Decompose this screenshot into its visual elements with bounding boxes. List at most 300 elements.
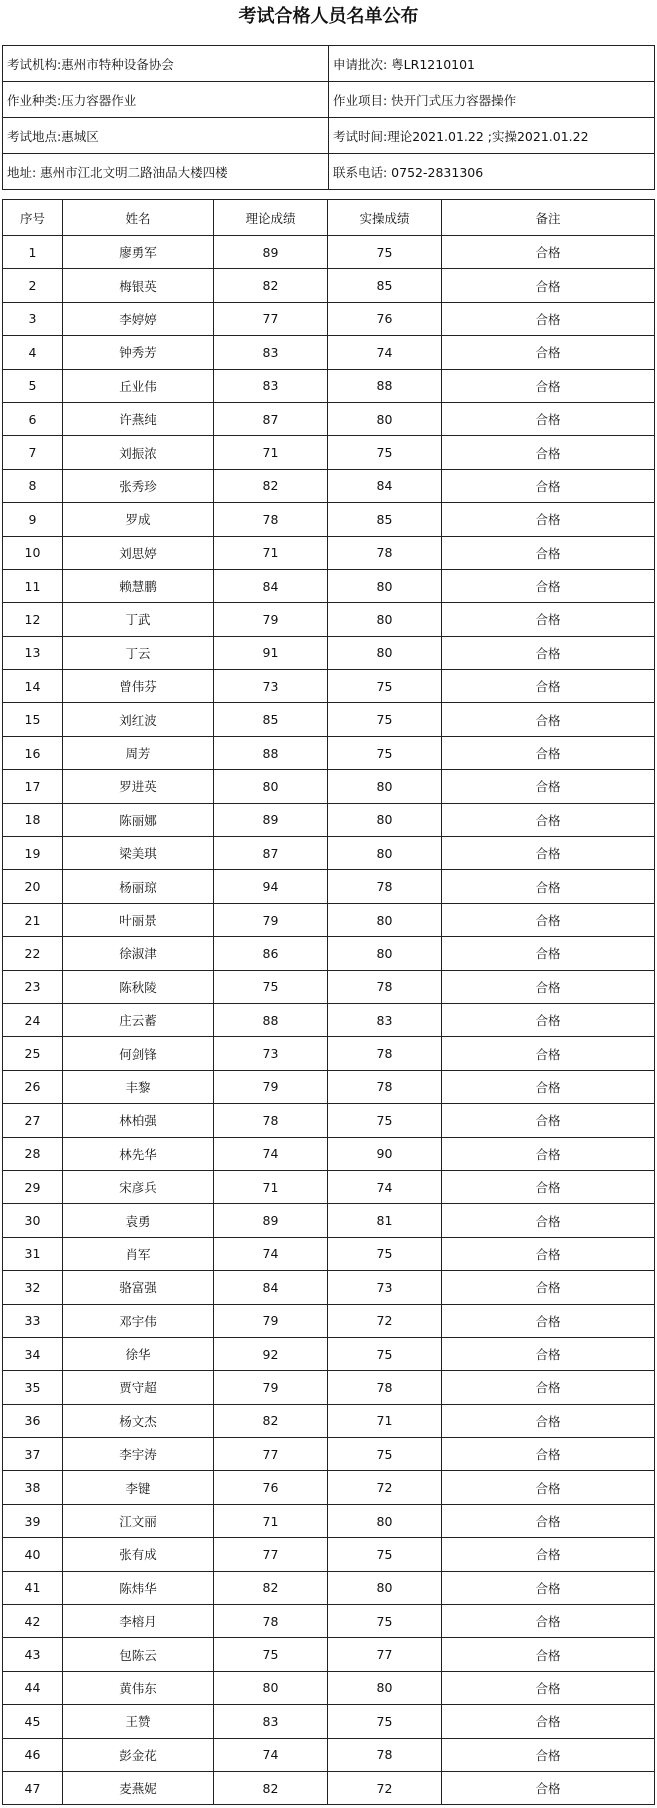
cell-theory-score: 74 [214, 1137, 328, 1170]
cell-remark: 合格 [442, 1504, 655, 1537]
table-row [3, 336, 655, 369]
cell-theory-score: 92 [214, 1337, 328, 1370]
cell-index: 6 [3, 402, 63, 435]
cell-theory-score: 87 [214, 402, 328, 435]
table-row [3, 1137, 655, 1170]
table-row [3, 1705, 655, 1738]
cell-practical-score: 80 [328, 803, 442, 836]
cell-practical-score: 75 [328, 436, 442, 469]
cell-name: 袁勇 [63, 1204, 214, 1237]
cell-theory-score: 74 [214, 1738, 328, 1771]
cell-name: 丰黎 [63, 1070, 214, 1103]
cell-name: 麦燕妮 [63, 1771, 214, 1804]
cell-name: 叶丽景 [63, 903, 214, 936]
table-row [3, 302, 655, 335]
cell-index: 23 [3, 970, 63, 1003]
cell-theory-score: 82 [214, 1404, 328, 1437]
table-row [3, 1070, 655, 1103]
cell-name: 张有成 [63, 1538, 214, 1571]
cell-remark: 合格 [442, 269, 655, 302]
cell-theory-score: 88 [214, 1003, 328, 1036]
cell-practical-score: 78 [328, 1070, 442, 1103]
cell-remark: 合格 [442, 1271, 655, 1304]
cell-remark: 合格 [442, 469, 655, 502]
cell-name: 包陈云 [63, 1638, 214, 1671]
cell-index: 47 [3, 1771, 63, 1804]
exam-org: 考试机构:惠州市特种设备协会 [3, 46, 329, 82]
cell-remark: 合格 [442, 1771, 655, 1804]
cell-practical-score: 80 [328, 1671, 442, 1704]
cell-remark: 合格 [442, 736, 655, 769]
table-row [3, 803, 655, 836]
cell-name: 黄伟东 [63, 1671, 214, 1704]
cell-index: 30 [3, 1204, 63, 1237]
cell-name: 杨丽琼 [63, 870, 214, 903]
column-header-name: 姓名 [63, 200, 214, 236]
cell-theory-score: 79 [214, 603, 328, 636]
cell-practical-score: 85 [328, 269, 442, 302]
cell-theory-score: 89 [214, 236, 328, 269]
cell-name: 曾伟芬 [63, 670, 214, 703]
table-row [3, 636, 655, 669]
info-table [2, 45, 655, 190]
table-row [3, 1304, 655, 1337]
cell-practical-score: 75 [328, 1705, 442, 1738]
cell-index: 32 [3, 1271, 63, 1304]
cell-theory-score: 71 [214, 1170, 328, 1203]
cell-name: 李键 [63, 1471, 214, 1504]
cell-index: 16 [3, 736, 63, 769]
results-table [2, 199, 655, 1805]
cell-remark: 合格 [442, 1003, 655, 1036]
table-row [3, 1371, 655, 1404]
cell-name: 张秀珍 [63, 469, 214, 502]
cell-index: 28 [3, 1137, 63, 1170]
cell-theory-score: 86 [214, 937, 328, 970]
cell-remark: 合格 [442, 1538, 655, 1571]
cell-name: 陈丽娜 [63, 803, 214, 836]
cell-index: 34 [3, 1337, 63, 1370]
table-row [3, 536, 655, 569]
job-type: 作业种类:压力容器作业 [3, 82, 329, 118]
cell-remark: 合格 [442, 1438, 655, 1471]
table-row [3, 1538, 655, 1571]
cell-index: 12 [3, 603, 63, 636]
cell-index: 7 [3, 436, 63, 469]
cell-practical-score: 80 [328, 636, 442, 669]
table-row [3, 1204, 655, 1237]
cell-index: 40 [3, 1538, 63, 1571]
cell-theory-score: 73 [214, 1037, 328, 1070]
table-row [3, 1003, 655, 1036]
cell-index: 18 [3, 803, 63, 836]
cell-practical-score: 71 [328, 1404, 442, 1437]
cell-name: 肖军 [63, 1237, 214, 1270]
cell-practical-score: 80 [328, 1571, 442, 1604]
cell-index: 31 [3, 1237, 63, 1270]
cell-name: 骆富强 [63, 1271, 214, 1304]
cell-name: 陈秋陵 [63, 970, 214, 1003]
cell-remark: 合格 [442, 436, 655, 469]
cell-name: 许燕纯 [63, 402, 214, 435]
cell-name: 李宇涛 [63, 1438, 214, 1471]
cell-theory-score: 74 [214, 1237, 328, 1270]
cell-remark: 合格 [442, 1605, 655, 1638]
cell-theory-score: 79 [214, 1371, 328, 1404]
cell-practical-score: 74 [328, 1170, 442, 1203]
cell-practical-score: 78 [328, 1037, 442, 1070]
cell-name: 丁武 [63, 603, 214, 636]
cell-index: 45 [3, 1705, 63, 1738]
cell-theory-score: 77 [214, 1538, 328, 1571]
cell-name: 彭金花 [63, 1738, 214, 1771]
cell-practical-score: 90 [328, 1137, 442, 1170]
table-header-row [3, 200, 655, 236]
cell-theory-score: 76 [214, 1471, 328, 1504]
cell-remark: 合格 [442, 1104, 655, 1137]
table-row [3, 1170, 655, 1203]
cell-name: 何剑锋 [63, 1037, 214, 1070]
cell-name: 丘业伟 [63, 369, 214, 402]
cell-name: 梅银英 [63, 269, 214, 302]
cell-index: 24 [3, 1003, 63, 1036]
cell-index: 13 [3, 636, 63, 669]
contact-phone: 联系电话: 0752-2831306 [329, 154, 655, 190]
info-row [3, 82, 655, 118]
cell-practical-score: 72 [328, 1771, 442, 1804]
table-row [3, 603, 655, 636]
cell-practical-score: 75 [328, 1237, 442, 1270]
cell-theory-score: 84 [214, 569, 328, 602]
cell-theory-score: 83 [214, 369, 328, 402]
job-item: 作业项目: 快开门式压力容器操作 [329, 82, 655, 118]
cell-name: 钟秀芳 [63, 336, 214, 369]
table-row [3, 1671, 655, 1704]
column-header-remark: 备注 [442, 200, 655, 236]
cell-theory-score: 83 [214, 1705, 328, 1738]
cell-practical-score: 75 [328, 670, 442, 703]
cell-index: 14 [3, 670, 63, 703]
table-row [3, 236, 655, 269]
cell-remark: 合格 [442, 1571, 655, 1604]
cell-name: 徐淑津 [63, 937, 214, 970]
cell-remark: 合格 [442, 1170, 655, 1203]
cell-theory-score: 84 [214, 1271, 328, 1304]
cell-remark: 合格 [442, 1471, 655, 1504]
cell-practical-score: 78 [328, 1371, 442, 1404]
cell-theory-score: 82 [214, 1771, 328, 1804]
table-row [3, 269, 655, 302]
cell-theory-score: 71 [214, 1504, 328, 1537]
cell-practical-score: 72 [328, 1471, 442, 1504]
cell-name: 刘思婷 [63, 536, 214, 569]
cell-index: 25 [3, 1037, 63, 1070]
cell-remark: 合格 [442, 1404, 655, 1437]
cell-name: 廖勇军 [63, 236, 214, 269]
table-row [3, 703, 655, 736]
cell-theory-score: 78 [214, 1605, 328, 1638]
info-row [3, 154, 655, 190]
table-row [3, 436, 655, 469]
cell-practical-score: 75 [328, 1104, 442, 1137]
cell-theory-score: 82 [214, 469, 328, 502]
cell-practical-score: 84 [328, 469, 442, 502]
cell-index: 22 [3, 937, 63, 970]
cell-remark: 合格 [442, 870, 655, 903]
cell-remark: 合格 [442, 1070, 655, 1103]
cell-practical-score: 78 [328, 1738, 442, 1771]
cell-name: 庄云蓄 [63, 1003, 214, 1036]
cell-index: 46 [3, 1738, 63, 1771]
cell-practical-score: 80 [328, 603, 442, 636]
cell-remark: 合格 [442, 1204, 655, 1237]
cell-index: 39 [3, 1504, 63, 1537]
cell-index: 9 [3, 503, 63, 536]
table-row [3, 736, 655, 769]
cell-index: 20 [3, 870, 63, 903]
cell-index: 43 [3, 1638, 63, 1671]
cell-practical-score: 78 [328, 870, 442, 903]
cell-theory-score: 77 [214, 302, 328, 335]
cell-theory-score: 94 [214, 870, 328, 903]
cell-theory-score: 71 [214, 536, 328, 569]
cell-theory-score: 88 [214, 736, 328, 769]
cell-theory-score: 82 [214, 269, 328, 302]
cell-practical-score: 80 [328, 569, 442, 602]
cell-practical-score: 78 [328, 536, 442, 569]
cell-index: 17 [3, 770, 63, 803]
cell-practical-score: 80 [328, 937, 442, 970]
cell-remark: 合格 [442, 937, 655, 970]
cell-theory-score: 79 [214, 1304, 328, 1337]
address: 地址: 惠州市江北文明二路油品大楼四楼 [3, 154, 329, 190]
cell-practical-score: 72 [328, 1304, 442, 1337]
cell-name: 刘振浓 [63, 436, 214, 469]
cell-theory-score: 78 [214, 1104, 328, 1137]
table-row [3, 903, 655, 936]
table-row [3, 937, 655, 970]
table-row [3, 469, 655, 502]
cell-name: 丁云 [63, 636, 214, 669]
cell-name: 杨文杰 [63, 1404, 214, 1437]
cell-name: 李榕月 [63, 1605, 214, 1638]
cell-theory-score: 73 [214, 670, 328, 703]
cell-name: 江文丽 [63, 1504, 214, 1537]
cell-practical-score: 77 [328, 1638, 442, 1671]
cell-index: 19 [3, 837, 63, 870]
cell-remark: 合格 [442, 569, 655, 602]
info-row [3, 118, 655, 154]
cell-remark: 合格 [442, 1705, 655, 1738]
cell-practical-score: 88 [328, 369, 442, 402]
cell-practical-score: 75 [328, 1605, 442, 1638]
table-row [3, 770, 655, 803]
table-row [3, 1771, 655, 1804]
cell-theory-score: 89 [214, 803, 328, 836]
cell-practical-score: 75 [328, 1438, 442, 1471]
cell-index: 37 [3, 1438, 63, 1471]
cell-remark: 合格 [442, 903, 655, 936]
cell-theory-score: 85 [214, 703, 328, 736]
cell-remark: 合格 [442, 302, 655, 335]
cell-name: 林先华 [63, 1137, 214, 1170]
cell-practical-score: 75 [328, 1337, 442, 1370]
cell-index: 1 [3, 236, 63, 269]
table-row [3, 1337, 655, 1370]
cell-theory-score: 82 [214, 1571, 328, 1604]
cell-remark: 合格 [442, 603, 655, 636]
cell-name: 陈炜华 [63, 1571, 214, 1604]
column-header-index: 序号 [3, 200, 63, 236]
cell-practical-score: 80 [328, 903, 442, 936]
cell-practical-score: 80 [328, 1504, 442, 1537]
table-row [3, 369, 655, 402]
cell-remark: 合格 [442, 636, 655, 669]
cell-name: 贾守超 [63, 1371, 214, 1404]
cell-remark: 合格 [442, 703, 655, 736]
cell-practical-score: 81 [328, 1204, 442, 1237]
cell-remark: 合格 [442, 1337, 655, 1370]
table-row [3, 1037, 655, 1070]
exam-time: 考试时间:理论2021.01.22 ;实操2021.01.22 [329, 118, 655, 154]
cell-practical-score: 83 [328, 1003, 442, 1036]
page-title: 考试合格人员名单公布 [238, 6, 419, 27]
cell-index: 26 [3, 1070, 63, 1103]
cell-theory-score: 80 [214, 1671, 328, 1704]
cell-remark: 合格 [442, 402, 655, 435]
cell-theory-score: 79 [214, 1070, 328, 1103]
cell-index: 8 [3, 469, 63, 502]
cell-remark: 合格 [442, 236, 655, 269]
table-row [3, 1237, 655, 1270]
cell-theory-score: 87 [214, 837, 328, 870]
cell-index: 2 [3, 269, 63, 302]
cell-remark: 合格 [442, 503, 655, 536]
cell-practical-score: 74 [328, 336, 442, 369]
cell-theory-score: 77 [214, 1438, 328, 1471]
cell-practical-score: 85 [328, 503, 442, 536]
table-row [3, 1404, 655, 1437]
cell-index: 4 [3, 336, 63, 369]
cell-index: 35 [3, 1371, 63, 1404]
table-row [3, 970, 655, 1003]
table-row [3, 1571, 655, 1604]
table-row [3, 837, 655, 870]
table-row [3, 569, 655, 602]
cell-index: 41 [3, 1571, 63, 1604]
cell-name: 李婷婷 [63, 302, 214, 335]
cell-remark: 合格 [442, 1137, 655, 1170]
results-table-body [3, 236, 655, 1805]
cell-practical-score: 73 [328, 1271, 442, 1304]
cell-theory-score: 80 [214, 770, 328, 803]
cell-theory-score: 79 [214, 903, 328, 936]
cell-remark: 合格 [442, 970, 655, 1003]
exam-location: 考试地点:惠城区 [3, 118, 329, 154]
table-row [3, 1438, 655, 1471]
cell-index: 38 [3, 1471, 63, 1504]
cell-theory-score: 89 [214, 1204, 328, 1237]
cell-name: 宋彦兵 [63, 1170, 214, 1203]
cell-remark: 合格 [442, 369, 655, 402]
cell-practical-score: 75 [328, 236, 442, 269]
cell-remark: 合格 [442, 1671, 655, 1704]
cell-name: 赖慧鹏 [63, 569, 214, 602]
cell-remark: 合格 [442, 1037, 655, 1070]
cell-remark: 合格 [442, 1237, 655, 1270]
table-row [3, 1738, 655, 1771]
cell-remark: 合格 [442, 1371, 655, 1404]
cell-theory-score: 71 [214, 436, 328, 469]
cell-theory-score: 91 [214, 636, 328, 669]
cell-practical-score: 75 [328, 1538, 442, 1571]
cell-practical-score: 80 [328, 837, 442, 870]
cell-remark: 合格 [442, 1638, 655, 1671]
cell-remark: 合格 [442, 770, 655, 803]
table-row [3, 1605, 655, 1638]
cell-index: 29 [3, 1170, 63, 1203]
cell-practical-score: 78 [328, 970, 442, 1003]
cell-index: 36 [3, 1404, 63, 1437]
cell-remark: 合格 [442, 336, 655, 369]
table-row [3, 870, 655, 903]
column-header-theory-score: 理论成绩 [214, 200, 328, 236]
table-row [3, 1504, 655, 1537]
cell-remark: 合格 [442, 803, 655, 836]
application-batch: 申请批次: 粤LR1210101 [329, 46, 655, 82]
cell-theory-score: 75 [214, 970, 328, 1003]
cell-index: 15 [3, 703, 63, 736]
table-row [3, 503, 655, 536]
cell-name: 罗进英 [63, 770, 214, 803]
cell-theory-score: 75 [214, 1638, 328, 1671]
cell-remark: 合格 [442, 1304, 655, 1337]
table-row [3, 1271, 655, 1304]
cell-name: 罗成 [63, 503, 214, 536]
cell-remark: 合格 [442, 670, 655, 703]
cell-name: 刘红波 [63, 703, 214, 736]
cell-theory-score: 78 [214, 503, 328, 536]
cell-name: 梁美琪 [63, 837, 214, 870]
cell-name: 王赞 [63, 1705, 214, 1738]
cell-practical-score: 75 [328, 736, 442, 769]
info-row [3, 46, 655, 82]
cell-index: 11 [3, 569, 63, 602]
cell-name: 林柏强 [63, 1104, 214, 1137]
cell-index: 27 [3, 1104, 63, 1137]
table-row [3, 1638, 655, 1671]
cell-index: 10 [3, 536, 63, 569]
cell-index: 42 [3, 1605, 63, 1638]
cell-index: 3 [3, 302, 63, 335]
cell-remark: 合格 [442, 536, 655, 569]
cell-index: 33 [3, 1304, 63, 1337]
cell-remark: 合格 [442, 837, 655, 870]
cell-theory-score: 83 [214, 336, 328, 369]
cell-practical-score: 80 [328, 770, 442, 803]
cell-practical-score: 76 [328, 302, 442, 335]
table-row [3, 1104, 655, 1137]
column-header-practical-score: 实操成绩 [328, 200, 442, 236]
cell-name: 邓宇伟 [63, 1304, 214, 1337]
cell-index: 21 [3, 903, 63, 936]
cell-name: 徐华 [63, 1337, 214, 1370]
cell-practical-score: 80 [328, 402, 442, 435]
table-row [3, 670, 655, 703]
cell-name: 周芳 [63, 736, 214, 769]
cell-index: 44 [3, 1671, 63, 1704]
cell-remark: 合格 [442, 1738, 655, 1771]
